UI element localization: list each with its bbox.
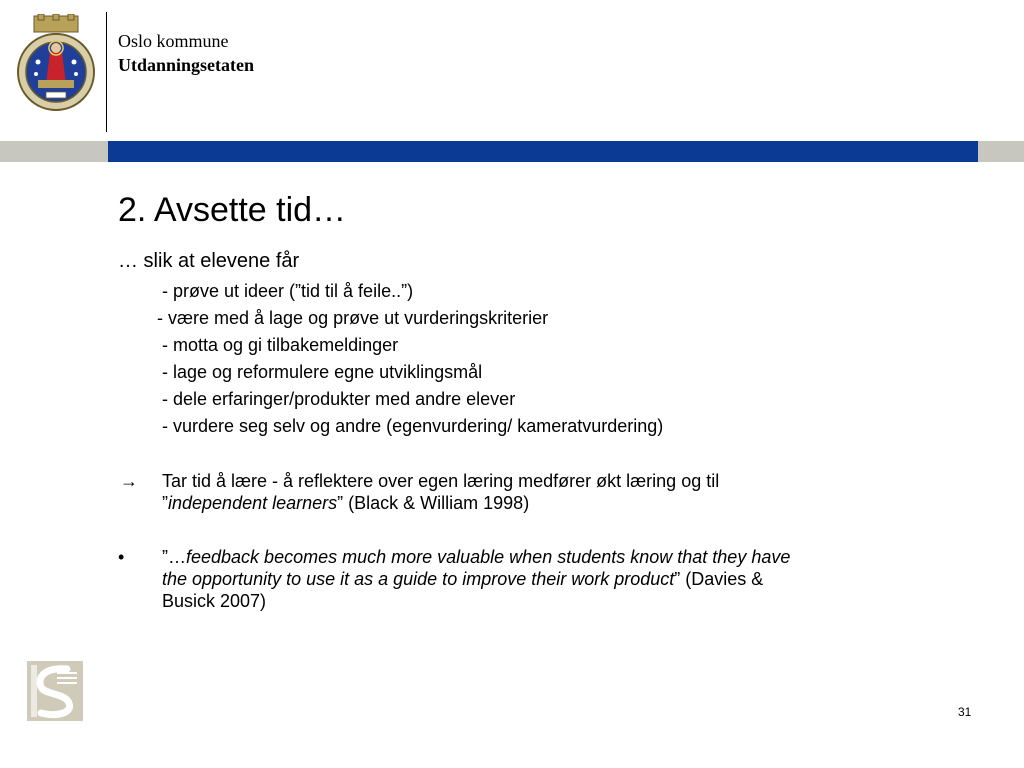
bullet-line2 bbox=[162, 568, 972, 590]
arrow-point-rest: ” (Black & William 1998) bbox=[337, 493, 530, 513]
bullet-icon: • bbox=[118, 547, 125, 567]
oslo-s-logo-icon bbox=[27, 661, 83, 721]
bullet-line1 bbox=[162, 546, 972, 568]
arrow-point-line1: Tar tid å lære - å reflektere over egen læring medfører økt læring og til bbox=[162, 471, 720, 491]
header-band-blue bbox=[108, 141, 978, 162]
list-item: - lage og reformulere egne utviklingsmål bbox=[162, 362, 483, 382]
header-band-left bbox=[0, 141, 108, 162]
bullet-italic2: the opportunity to use it as a guide to improve their work product bbox=[162, 569, 675, 589]
header-divider bbox=[106, 12, 107, 132]
bullet-point-text bbox=[162, 546, 972, 612]
list-item: - være med å lage og prøve ut vurderingskriterier bbox=[157, 308, 549, 328]
page-number: 31 bbox=[958, 705, 972, 719]
slide-title: 2. Avsette tid… bbox=[118, 191, 347, 229]
arrow-point-italic: independent learners bbox=[168, 493, 338, 513]
oslo-coat-of-arms-icon bbox=[16, 14, 96, 114]
slide-lead: … slik at elevene får bbox=[118, 250, 300, 272]
org-name: Oslo kommune bbox=[118, 31, 229, 51]
list-item: - motta og gi tilbakemeldinger bbox=[162, 335, 399, 355]
arrow-point-text bbox=[162, 470, 972, 514]
list-item: - dele erfaringer/produkter med andre elever bbox=[162, 389, 516, 409]
org-unit: Utdanningsetaten bbox=[118, 55, 255, 75]
list-item: - prøve ut ideer (”tid til å feile..”) bbox=[162, 281, 414, 301]
arrow-right-icon: → bbox=[120, 471, 138, 491]
list-item: - vurdere seg selv og andre (egenvurdering/ kameratvurdering) bbox=[162, 416, 664, 436]
bullet-italic1: feedback becomes much more valuable when students know that they have bbox=[186, 547, 791, 567]
bullet-rest: ” (Davies & bbox=[674, 569, 764, 589]
header-band-right bbox=[978, 141, 1024, 162]
bullet-open: ”… bbox=[162, 547, 186, 567]
slide-header bbox=[0, 0, 1024, 140]
arrow-point-line2 bbox=[162, 492, 972, 514]
bullet-line3: Busick 2007) bbox=[162, 591, 267, 611]
quote-open: ” bbox=[162, 493, 168, 513]
